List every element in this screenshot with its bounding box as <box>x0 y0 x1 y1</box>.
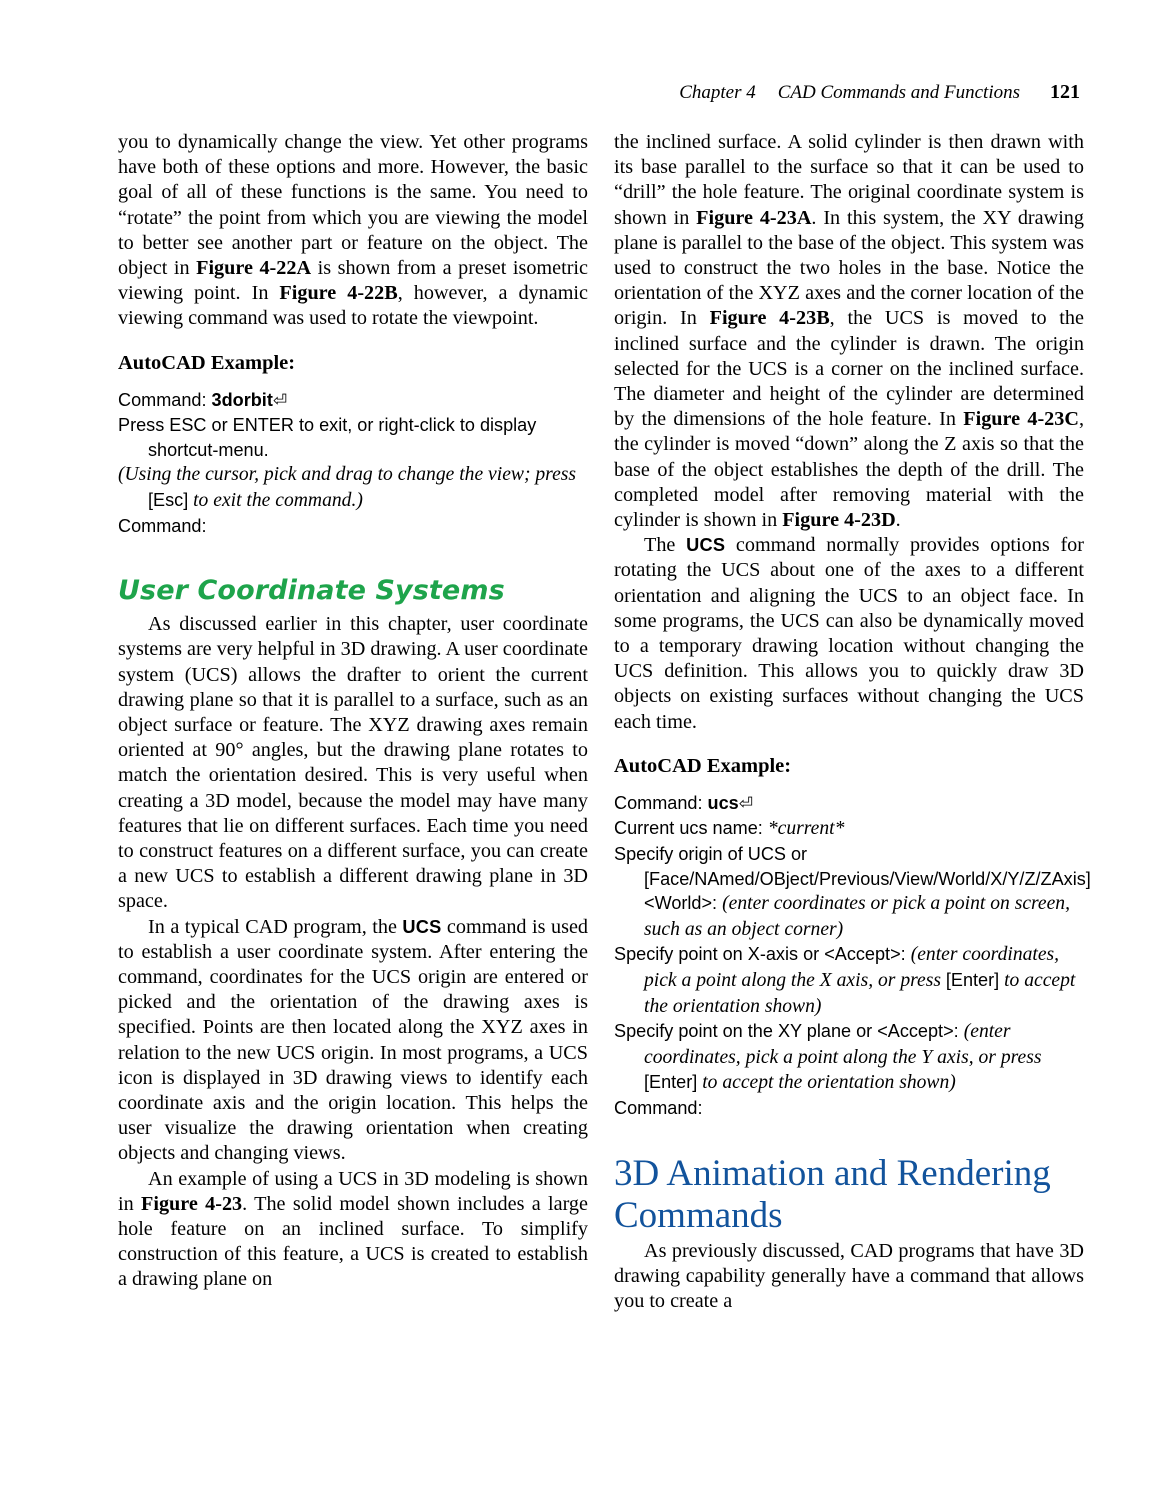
figure-reference-4-23b: Figure 4-23B <box>709 307 830 330</box>
paragraph-inclined-surface <box>614 130 1084 533</box>
column-left <box>118 130 588 1293</box>
paragraph-text: command normally provides options for rotating the UCS about one of the axes to a different orientation and aligning the UCS to an object face. In some programs, the UCS can also be dynamically moved to a temporary drawing location without changing the UCS definition. This allows you to quickly draw 3D objects on existing surfaces without changing the UCS each time. <box>614 534 1084 733</box>
running-head-title: CAD Commands and Functions <box>777 82 1020 103</box>
command-listing-ucs <box>614 791 1091 1121</box>
command-line <box>614 942 1084 1019</box>
command-line <box>614 791 1084 817</box>
command-line: Command: <box>118 515 207 536</box>
command-line: Press ESC or ENTER to exit, or right-click to display shortcut-menu. <box>118 415 537 460</box>
column-right <box>614 130 1091 1314</box>
paragraph-text: An example of using a UCS in 3D modeling is shown in <box>118 1167 588 1215</box>
command-options: [Face/NAmed/OBject/Previous/View/World/X/Y/Z/ZAxis] <World>: <box>644 868 1091 914</box>
command-line <box>614 816 1084 842</box>
esc-key-label: [Esc] <box>148 490 189 510</box>
inline-command-ucs: UCS <box>686 535 726 556</box>
command-prompt: Specify point on the XY plane or <Accept>: <box>614 1021 964 1042</box>
command-annotation: to accept the orientation shown) <box>697 1072 956 1094</box>
autocad-example-heading-right: AutoCAD Example: <box>614 754 792 777</box>
figure-reference-4-23c: Figure 4-23C <box>963 408 1079 431</box>
running-head-chapter: Chapter 4 <box>679 82 756 103</box>
paragraph-text: command is used to establish a user coordinate system. After entering the command, coordinates for the UCS origin are entered or picked and the orientation of the drawing axes is specified. Points are then located along the XYZ axes in relation to the new UCS origin. In most programs, a UCS icon is displayed in 3D drawing views to identify each coordinate axis and the origin location. This helps the user visualize the drawing orientation when creating objects and changing views. <box>118 915 588 1165</box>
figure-reference-4-23a: Figure 4-23A <box>696 206 812 229</box>
paragraph-viewpoint <box>118 130 588 332</box>
command-prompt: Specify point on X-axis or <Accept>: <box>614 944 911 965</box>
page-number: 121 <box>1050 81 1080 103</box>
paragraph-text: . In this system, the XY drawing plane is parallel to the base of the object. This system was used to construct the two holes in the base. Notice the orientation of the XYZ axes and the corner location of the origin. In <box>614 206 1084 330</box>
running-head <box>118 80 1080 105</box>
paragraph-text: you to dynamically change the view. Yet other programs have both of these options and more. However, the basic goal of all of these functions is the same. You need to “rotate” the point from which you are viewing the model to better see another part or feature on the object. The object in <box>118 131 588 280</box>
command-name: ucs <box>707 792 739 813</box>
command-annotation: (enter coordinates, pick a point along the Y axis, or press <box>644 1021 1042 1068</box>
paragraph-text: . <box>895 509 901 532</box>
command-annotation: (Using the cursor, pick and drag to change the view; press <box>118 464 577 486</box>
paragraph-text: In a typical CAD program, the <box>148 915 403 938</box>
section-heading-user-coordinate-systems: User Coordinate Systems <box>118 575 505 607</box>
inline-command-ucs: UCS <box>402 916 442 937</box>
paragraph-text: , the UCS is moved to the inclined surface and the cylinder is drawn. The origin selected for the UCS is a corner on the inclined surface. The diameter and height of the cylinder are determined by the dimensions of the hole feature. In <box>614 307 1084 431</box>
autocad-example-heading-left: AutoCAD Example: <box>118 351 296 374</box>
command-line <box>614 867 1091 943</box>
enter-key-label: [Enter] <box>945 970 1000 991</box>
paragraph-text: , the cylinder is moved “down” along the Z axis so that the base of the object establishes the depth of the drill. The completed model after removing material with the cylinder is shown in <box>614 408 1084 532</box>
command-name: 3dorbit <box>211 389 273 410</box>
command-annotation: to exit the command.) <box>188 490 363 511</box>
command-annotation: to accept the orientation shown) <box>644 970 1076 1017</box>
figure-reference-4-23d: Figure 4-23D <box>782 509 896 532</box>
paragraph-text: , however, a dynamic viewing command was used to rotate the viewpoint. <box>118 282 588 330</box>
return-key-icon: ⏎ <box>738 793 753 814</box>
command-annotation: (enter coordinates, pick a point along the X axis, or press <box>644 944 1060 992</box>
command-prompt: Current ucs name: <box>614 818 768 839</box>
command-line <box>118 462 588 513</box>
paragraph-3d-animation-intro: As previously discussed, CAD programs that have 3D drawing capability generally have a command that allows you to create a <box>614 1239 1084 1312</box>
paragraph-ucs-intro: As discussed earlier in this chapter, user coordinate systems are very helpful in 3D drawing. A user coordinate system (UCS) allows the drafter to orient the current drawing plane so that it is parallel to a surface, such as an object surface or feature. The XYZ drawing axes remain oriented at 90° angles, but the drawing plane rotates to match the orientation desired. This is very useful when creating a 3D model, because the model may have many features that lie on different surfaces. Each time you need to construct features on a different surface, you can create a new UCS to establish a different drawing plane in 3D space. <box>118 613 588 913</box>
command-listing-3dorbit <box>118 388 588 539</box>
command-line: Command: <box>614 1098 703 1118</box>
section-heading-3d-animation-rendering: 3D Animation and Rendering Commands <box>614 1152 1051 1236</box>
paragraph-text: the inclined surface. A solid cylinder is then drawn with its base parallel to the surface so that it can be used to “drill” the hole feature. The original coordinate system is shown in <box>614 131 1084 229</box>
figure-reference-4-23: Figure 4-23 <box>141 1192 243 1215</box>
command-prompt: Command: <box>118 389 212 410</box>
figure-reference-4-22b: Figure 4-22B <box>279 282 398 305</box>
paragraph-text: The <box>644 534 687 557</box>
command-value: *current* <box>767 818 845 840</box>
enter-key-label: [Enter] <box>644 1072 698 1093</box>
paragraph-ucs-options <box>614 533 1084 735</box>
command-prompt: Command: <box>614 792 708 813</box>
command-line <box>118 388 588 414</box>
paragraph-ucs-example <box>118 1167 588 1293</box>
paragraph-ucs-command <box>118 915 588 1167</box>
paragraph-text: is shown from a preset isometric viewing point. In <box>118 257 588 305</box>
command-line: Specify origin of UCS or <box>614 844 808 865</box>
paragraph-text: . The solid model shown includes a large hole feature on an inclined surface. To simplify construction of this feature, a UCS is created to establish a drawing plane on <box>118 1192 588 1291</box>
figure-reference-4-22a: Figure 4-22A <box>196 257 312 280</box>
command-line <box>614 1019 1084 1096</box>
return-key-icon: ⏎ <box>272 390 288 411</box>
command-annotation: (enter coordinates or pick a point on screen, such as an object corner) <box>644 893 1071 940</box>
